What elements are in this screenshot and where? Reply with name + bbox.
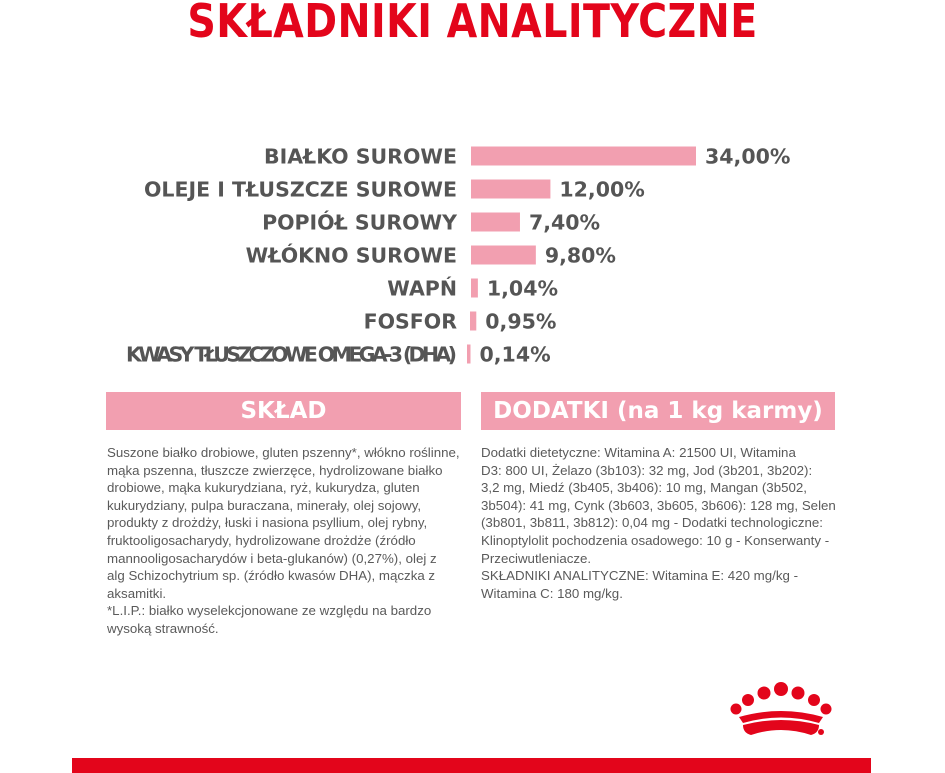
crown-icon (729, 681, 833, 737)
bottom-brand-bar (72, 758, 871, 773)
value-label: 1,04% (486, 276, 559, 301)
dodatki-header: DODATKI (na 1 kg karmy) (481, 392, 835, 430)
value-label: 34,00% (705, 144, 791, 169)
bar (471, 147, 696, 166)
dodatki-text: Dodatki dietetyczne: Witamina A: 21500 UI, Witamina D3: 800 UI, Żelazo (3b103): 32 mg, Jod (3b201, 3b202): 3,2 mg, Miedź (3b405, 3b406): 10 mg, Mangan (3b502, 3b504): 41 mg, Cynk (3b603, 3b605, 3b606): 128 mg, Selen (3b801, 3b811, 3b812): 0,04 mg - Dodatki technologiczne: Klinoptylolit pochodzenia osadowego: 10 g - Konserwanty - Przeciwutleniacze. SKŁADNIKI ANALITYCZNE: Witamina E: 420 mg/kg - Witamina C: 180 mg/kg. (481, 445, 836, 601)
bar (471, 213, 520, 232)
page-title: SKŁADNIKI ANALITYCZNE (187, 0, 758, 48)
value-label: 0,14% (479, 342, 551, 367)
bar (471, 279, 478, 298)
value-label: 0,95% (485, 309, 557, 334)
category-label: WŁÓKNO SUROWE (245, 243, 457, 268)
nutrient-bar-chart (0, 138, 945, 374)
bar (471, 246, 536, 265)
category-label: WAPŃ (387, 276, 457, 301)
category-label: OLEJE I TŁUSZCZE SUROWE (143, 177, 457, 202)
category-label: BIAŁKO SUROWE (263, 144, 457, 169)
bar (471, 180, 550, 199)
value-label: 9,80% (544, 243, 616, 268)
sklad-text: Suszone białko drobiowe, gluten pszenny*, włókno roślinne, mąka pszenna, tłuszcze zwierzęce, hydrolizowane białko drobiowe, mąka kukurydziana, ryż, kukurydza, gluten kukurydziany, pulpa buraczana, minerały, olej sojowy, produkty z drożdży, łuski i nasiona psyllium, olej rybny, fruktooligosacharydy, hydrolizowane drożdże (źródło mannooligosacharydów i beta-glukanów) (0,27%), olej z alg Schizochytrium sp. (źródło kwasów DHA), mączka z aksamitki. *L.I.P.: białko wyselekcjonowane ze względu na bardzo wysoką strawność. (107, 445, 460, 636)
category-label: FOSFOR (363, 309, 457, 334)
value-label: 7,40% (528, 210, 601, 235)
value-label: 12,00% (559, 177, 645, 202)
bar (467, 345, 471, 364)
bar (470, 312, 476, 331)
sklad-header: SKŁAD (106, 392, 461, 430)
category-label: POPIÓŁ SUROWY (262, 210, 457, 235)
category-label: KWASY TŁUSZCZOWE OMEGA-3 (DHA) (126, 342, 457, 367)
